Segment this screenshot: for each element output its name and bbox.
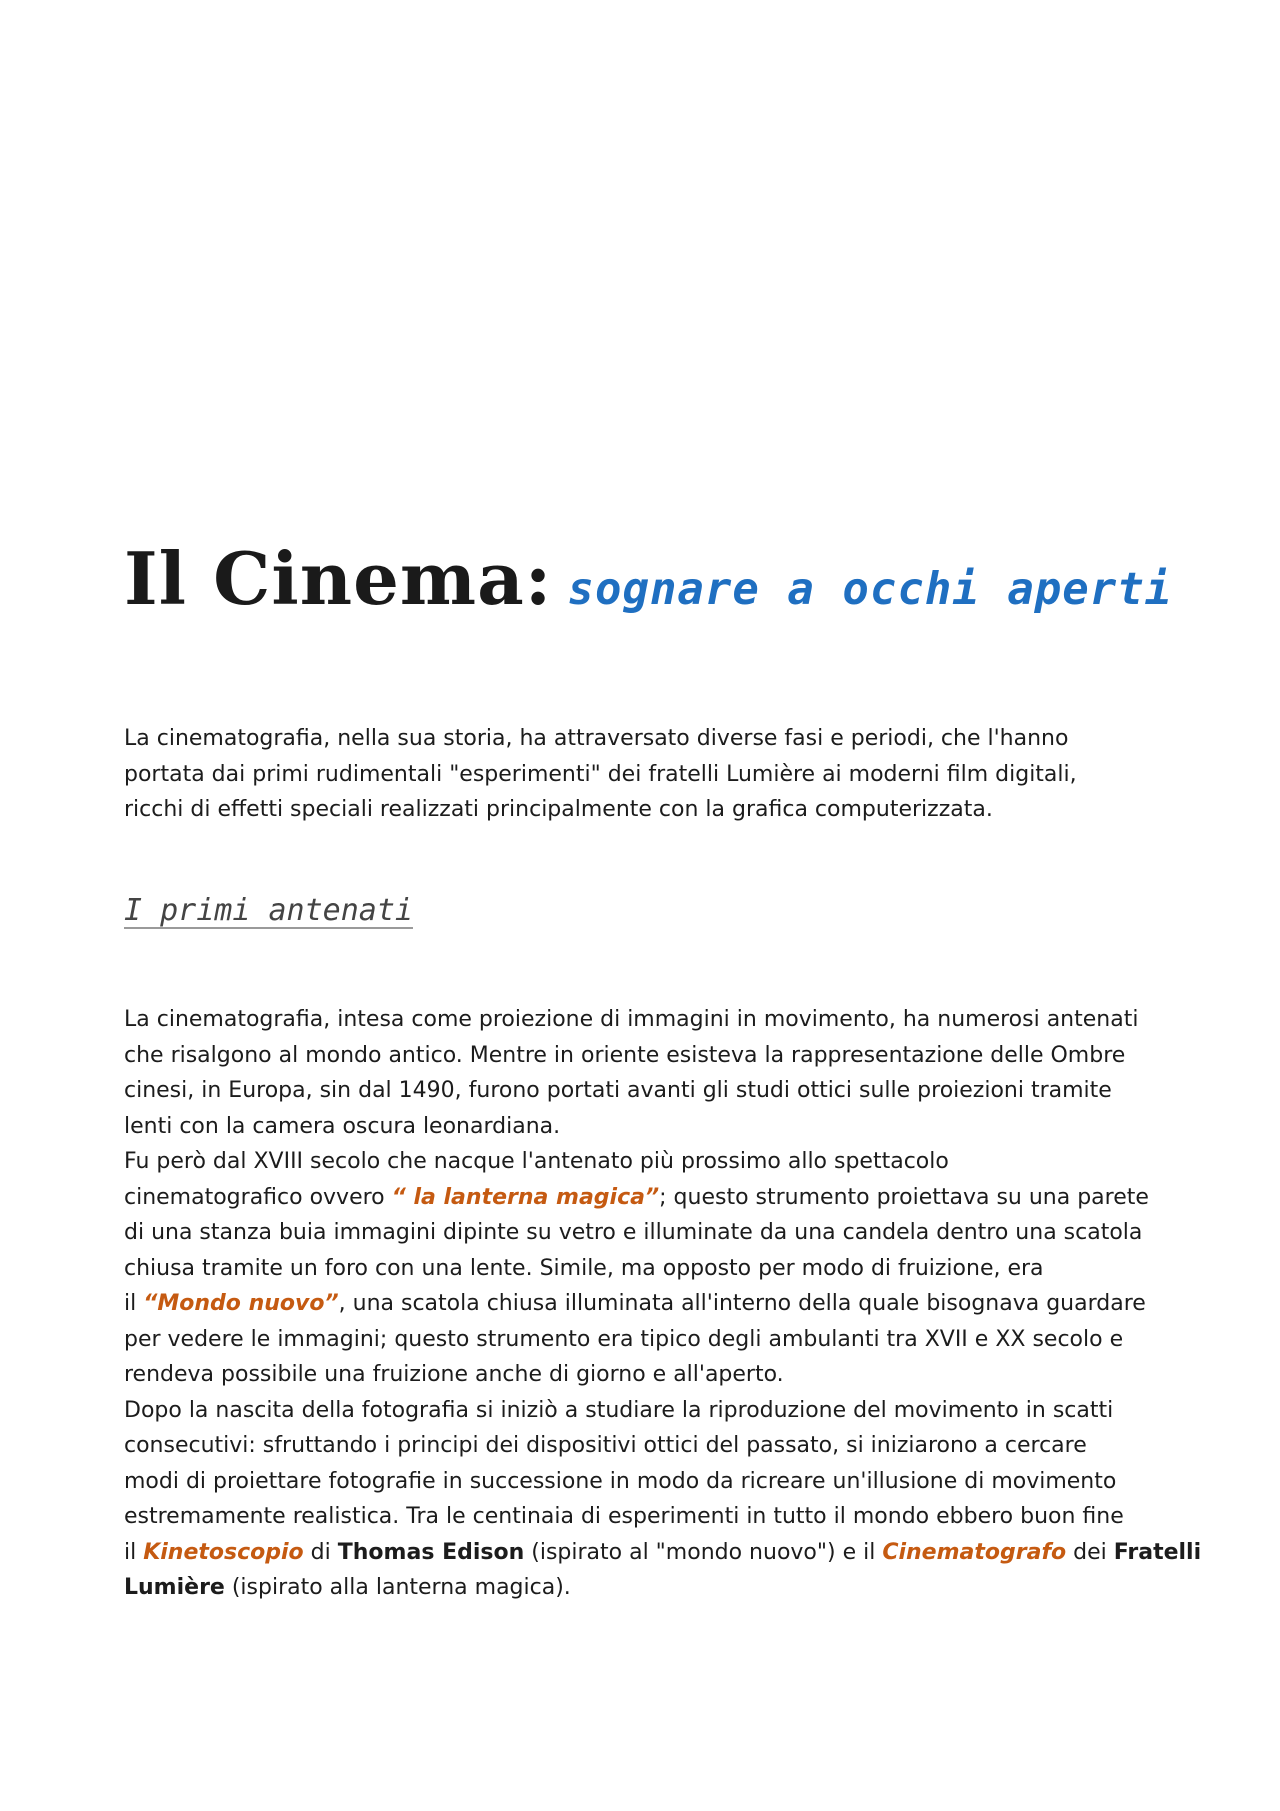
title-subtitle: sognare a occhi aperti [567,564,1173,615]
body-line: consecutivi: sfruttando i principi dei dispositivi ottici del passato, si iniziarono a cercare [124,1433,1087,1458]
page-title [124,536,1172,621]
body-line: di una stanza buia immagini dipinte su vetro e illuminate da una candela dentro una scatola [124,1220,1143,1245]
body-line: estremamente realistica. Tra le centinaia di esperimenti in tutto il mondo ebbero buon fine [124,1504,1124,1529]
highlight-cinematografo: Cinematografo [882,1539,1067,1565]
body-line [124,1286,1174,1322]
intro-line: La cinematografia, nella sua storia, ha attraversato diverse fasi e periodi, che l'hanno [124,726,1069,751]
body-line: Fu però dal XVIII secolo che nacque l'antenato più prossimo allo spettacolo [124,1149,949,1174]
body-line: che risalgono al mondo antico. Mentre in oriente esisteva la rappresentazione delle Ombre [124,1042,1126,1068]
highlight-mondo-nuovo: “Mondo nuovo” [143,1291,339,1316]
body-line: per vedere le immagini; questo strumento era tipico degli ambulanti tra XVII e XX secolo e [124,1326,1124,1352]
bold-fratelli: Fratelli [1113,1539,1202,1565]
title-main: Il Cinema: [124,536,553,621]
text-run: di [303,1539,338,1565]
text-run: (ispirato alla lanterna magica). [224,1575,571,1600]
body-line: cinesi, in Europa, sin dal 1490, furono portati avanti gli studi ottici sulle proiezioni tramite [124,1078,1112,1103]
text-run: ; questo strumento proiettava su una parete [659,1184,1149,1210]
intro-line: portata dai primi rudimentali "esperimenti" dei fratelli Lumière ai moderni film digitali, [124,761,1077,787]
body-line: chiusa tramite un foro con una lente. Simile, ma opposto per modo di fruizione, era [124,1255,1044,1281]
text-run: dei [1066,1539,1114,1565]
body-line: lenti con la camera oscura leonardiana. [124,1113,561,1139]
body-line [124,1535,1202,1571]
text-run: , una scatola chiusa illuminata all'interno della quale bisognava guardare [338,1291,1146,1316]
intro-line: ricchi di effetti speciali realizzati principalmente con la grafica computerizzata. [124,797,993,822]
text-run: cinematografico ovvero [124,1184,392,1210]
text-run: (ispirato al "mondo nuovo") e il [524,1539,883,1565]
body-line [124,1180,1174,1216]
body-line: Dopo la nascita della fotografia si iniziò a studiare la riproduzione del movimento in scatti [124,1397,1114,1423]
section-body [124,1002,1202,1606]
body-line: rendeva possibile una fruizione anche di giorno e all'aperto. [124,1362,784,1387]
bold-lumiere: Lumière [124,1575,225,1600]
section-heading: I primi antenati [124,893,413,928]
body-line: modi di proiettare fotografie in successione in modo da ricreare un'illusione di movimento [124,1468,1117,1494]
intro-paragraph [124,721,1174,828]
body-line [124,1570,1174,1606]
body-line: La cinematografia, intesa come proiezione di immagini in movimento, ha numerosi antenati [124,1007,1139,1032]
text-run: il [124,1539,144,1565]
bold-thomas-edison: Thomas Edison [337,1539,525,1565]
text-run: il [124,1291,144,1316]
highlight-kinetoscopio: Kinetoscopio [143,1539,304,1565]
highlight-lanterna-magica: “ la lanterna magica” [391,1184,660,1210]
